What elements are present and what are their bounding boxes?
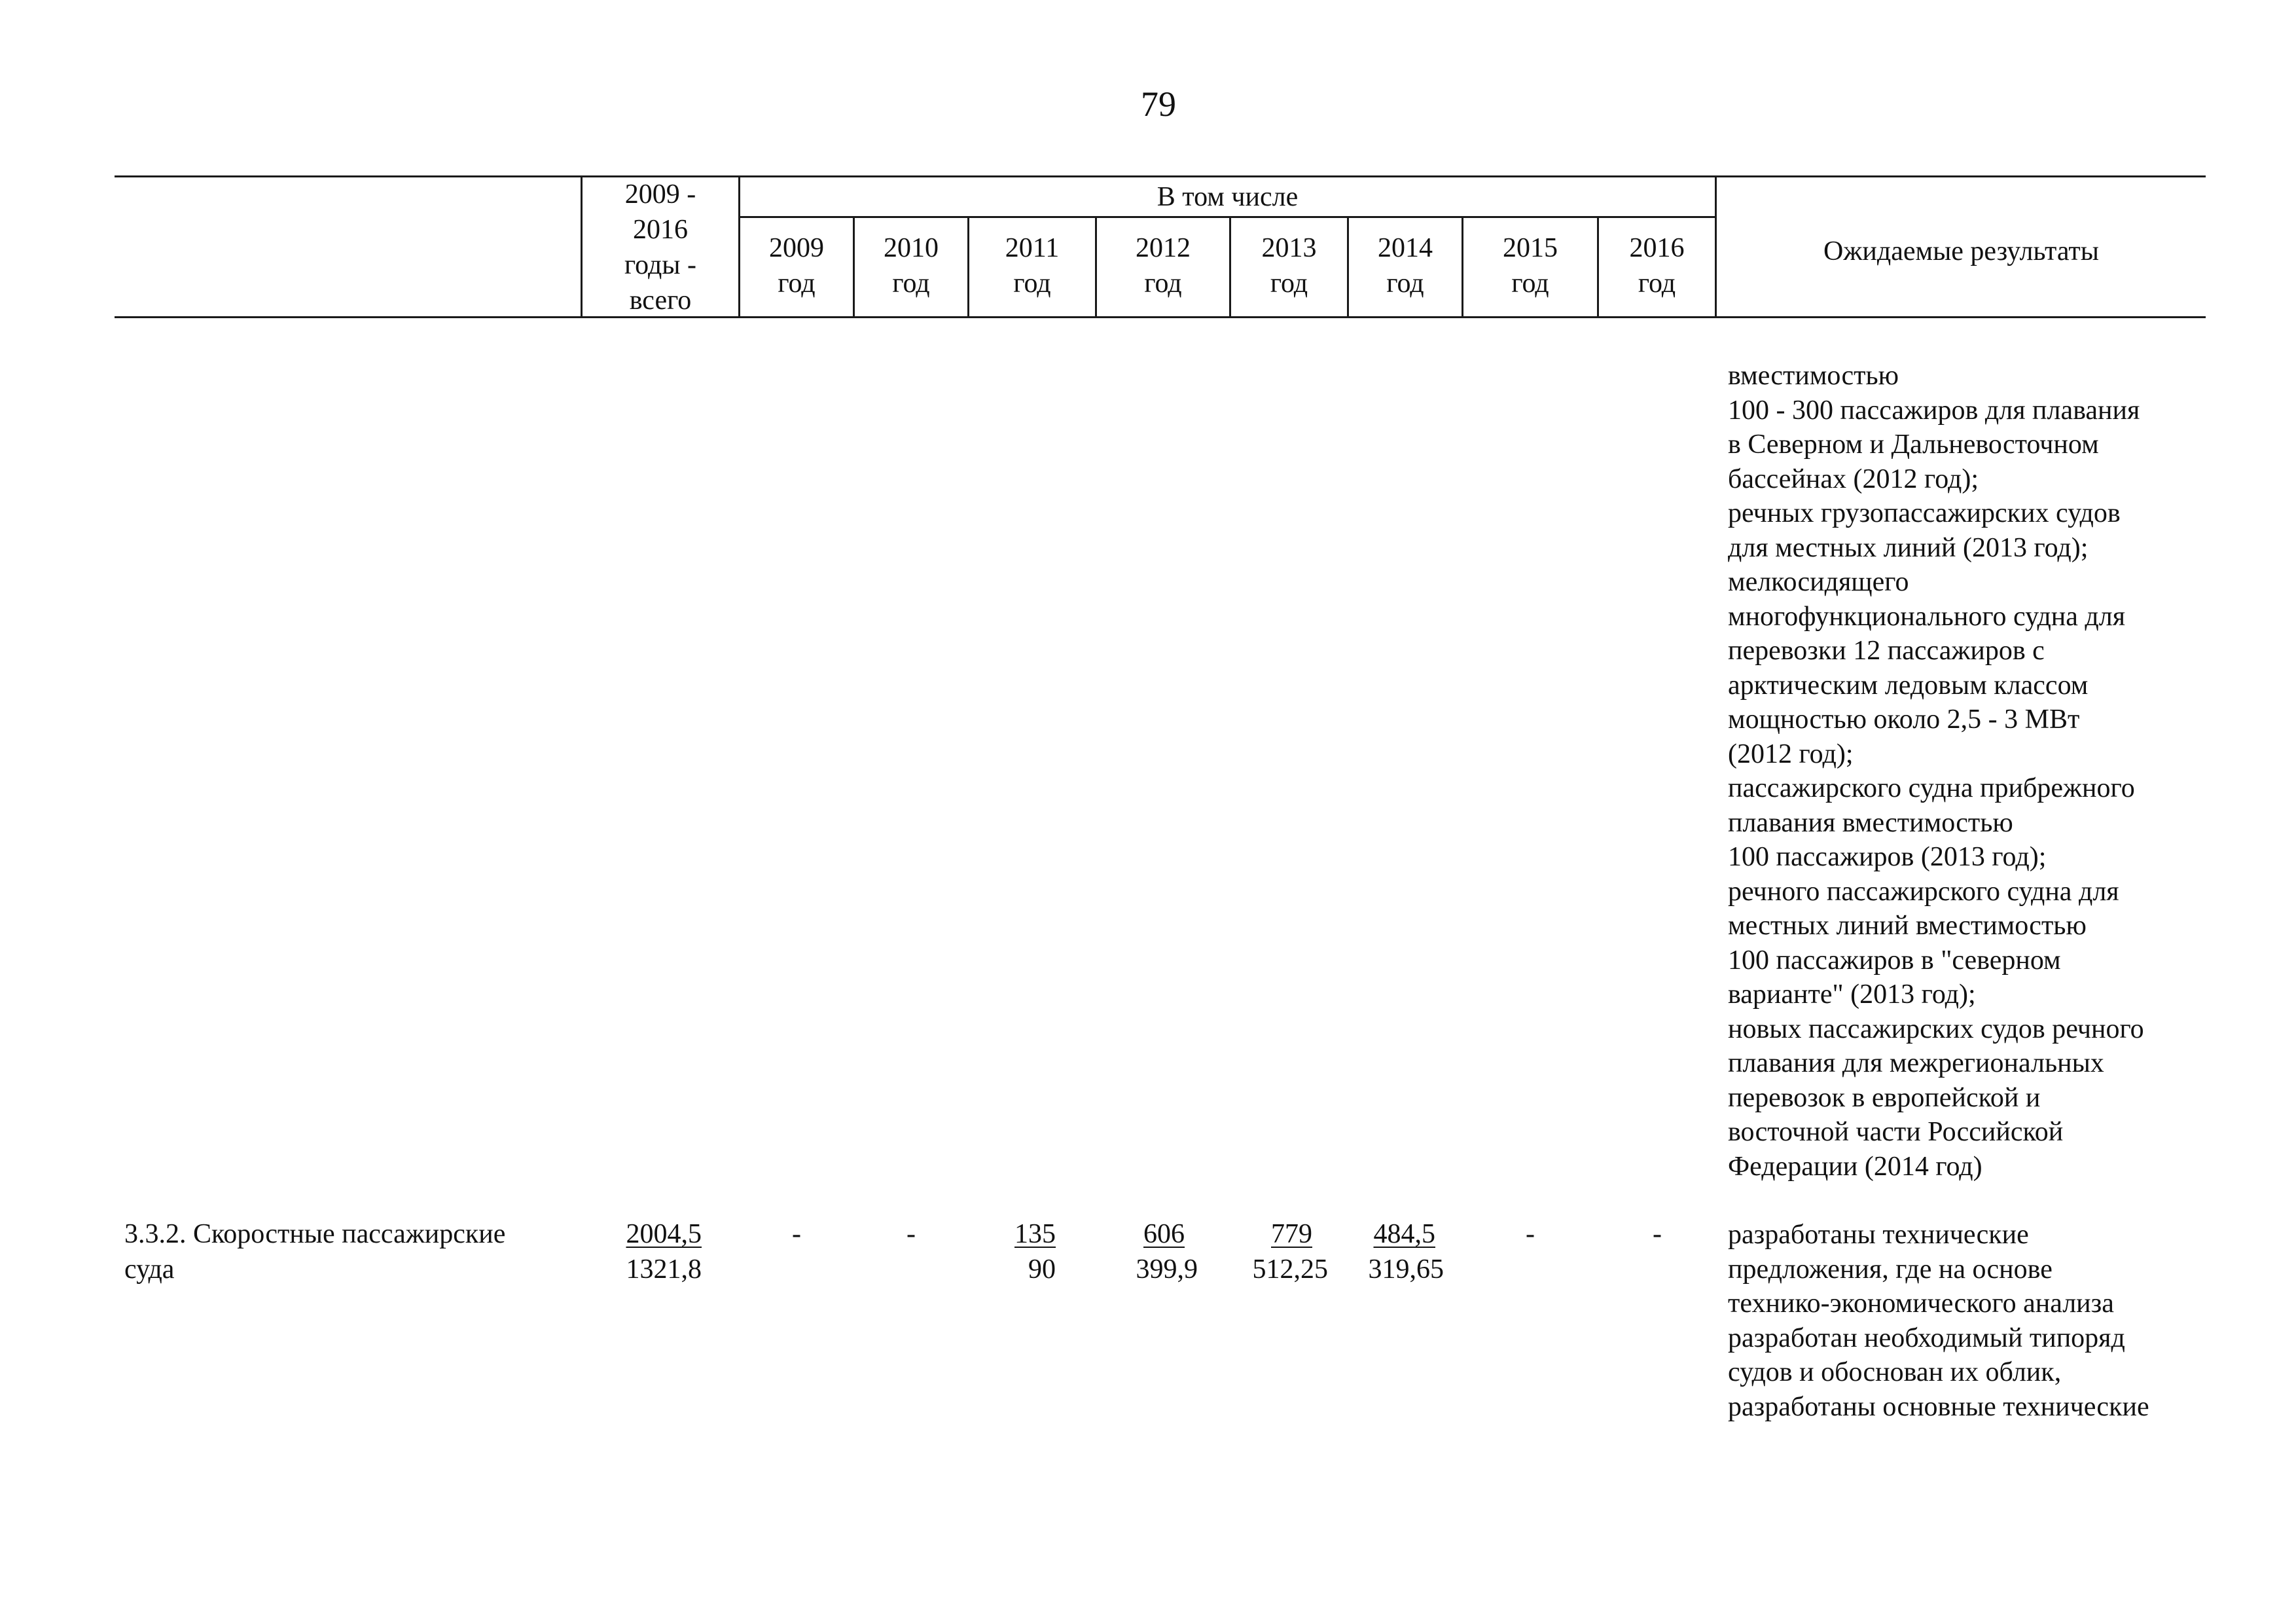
value-2015: - bbox=[1526, 1219, 1535, 1249]
value-2010: - bbox=[906, 1219, 916, 1249]
header-year-unit: год bbox=[1386, 268, 1424, 299]
header-year-unit: год bbox=[1013, 268, 1051, 299]
result-line: судов и обоснован их облик, bbox=[1728, 1357, 2062, 1387]
header-year-unit: год bbox=[778, 268, 816, 299]
header-year-2012 bbox=[1097, 230, 1229, 301]
header-total-line: 2016 bbox=[633, 215, 688, 245]
result-line: технико-экономического анализа bbox=[1728, 1288, 2114, 1319]
value-2011-top: 135 bbox=[1014, 1219, 1056, 1249]
result-line: многофункционального судна для bbox=[1728, 601, 2126, 632]
value-2014-bottom: 319,65 bbox=[1368, 1254, 1444, 1285]
total-bottom-value: 1321,8 bbox=[626, 1254, 702, 1285]
value-2011-bottom: 90 bbox=[1028, 1254, 1056, 1285]
header-year-2016 bbox=[1599, 230, 1715, 301]
value-2016: - bbox=[1653, 1219, 1662, 1249]
continued-results bbox=[1728, 359, 2278, 1184]
result-line: перевозок в европейской и bbox=[1728, 1082, 2041, 1113]
row-results bbox=[1728, 1218, 2284, 1424]
header-year-unit: год bbox=[1144, 268, 1182, 299]
value-2014-top: 484,5 bbox=[1373, 1219, 1435, 1249]
value-2012-bottom: 399,9 bbox=[1136, 1254, 1198, 1285]
result-line: (2012 год); bbox=[1728, 739, 1854, 769]
value-2013-bottom: 512,25 bbox=[1252, 1254, 1328, 1285]
header-year: 2011 bbox=[1005, 233, 1060, 263]
table-top-rule bbox=[115, 175, 2206, 177]
result-line: вместимостью bbox=[1728, 361, 1899, 391]
header-year: 2015 bbox=[1503, 233, 1558, 263]
result-line: речных грузопассажирских судов bbox=[1728, 498, 2121, 528]
header-year: 2012 bbox=[1136, 233, 1191, 263]
header-year: 2013 bbox=[1261, 233, 1317, 263]
header-year-2015 bbox=[1463, 230, 1597, 301]
header-year-2010 bbox=[855, 230, 967, 301]
header-incl-title: В том числе bbox=[1157, 182, 1299, 212]
result-line: предложения, где на основе bbox=[1728, 1254, 2053, 1285]
result-line: новых пассажирских судов речного bbox=[1728, 1013, 2144, 1044]
header-year-unit: год bbox=[1638, 268, 1676, 299]
result-line: варианте" (2013 год); bbox=[1728, 979, 1976, 1010]
result-line: плавания вместимостью bbox=[1728, 807, 2013, 838]
header-year-unit: год bbox=[1511, 268, 1549, 299]
value-2013-top: 779 bbox=[1271, 1219, 1312, 1249]
result-line: мощностью около 2,5 - 3 МВт bbox=[1728, 704, 2080, 735]
header-year: 2010 bbox=[884, 233, 939, 263]
header-year-2013 bbox=[1231, 230, 1347, 301]
header-year: 2014 bbox=[1378, 233, 1433, 263]
result-line: 100 пассажиров в "северном bbox=[1728, 945, 2061, 976]
header-year: 2016 bbox=[1629, 233, 1685, 263]
result-line: мелкосидящего bbox=[1728, 567, 1909, 597]
header-total-column bbox=[583, 177, 738, 318]
result-line: перевозки 12 пассажиров с bbox=[1728, 636, 2045, 666]
result-line: речного пассажирского судна для bbox=[1728, 876, 2119, 907]
header-year: 2009 bbox=[769, 233, 824, 263]
result-line: бассейнах (2012 год); bbox=[1728, 464, 1979, 494]
result-line: плавания для межрегиональных bbox=[1728, 1048, 2104, 1078]
header-year-2009 bbox=[740, 230, 853, 301]
result-line: арктическим ледовым классом bbox=[1728, 670, 2089, 701]
result-line: пассажирского судна прибрежного bbox=[1728, 773, 2135, 803]
header-total-line: всего bbox=[629, 285, 692, 316]
row-label-line: 3.3.2. Скоростные пассажирские bbox=[124, 1219, 506, 1249]
header-year-unit: год bbox=[892, 268, 930, 299]
header-total-line: годы - bbox=[624, 250, 697, 280]
page-number: 79 bbox=[1141, 84, 1176, 124]
row-label-line: суда bbox=[124, 1254, 175, 1285]
result-line: местных линий вместимостью bbox=[1728, 911, 2087, 941]
result-line: восточной части Российской bbox=[1728, 1117, 2064, 1147]
result-line: 100 - 300 пассажиров для плавания bbox=[1728, 395, 2140, 426]
value-2009: - bbox=[792, 1219, 801, 1249]
header-results-title: Ожидаемые результаты bbox=[1823, 236, 2099, 266]
table-header-bottom-rule bbox=[115, 316, 2206, 318]
total-top-value: 2004,5 bbox=[626, 1219, 702, 1249]
header-total-line: 2009 - bbox=[624, 179, 696, 210]
result-line: разработаны основные технические bbox=[1728, 1391, 2149, 1422]
result-line: 100 пассажиров (2013 год); bbox=[1728, 842, 2047, 872]
result-line: разработан необходимый типоряд bbox=[1728, 1322, 2125, 1353]
header-year-unit: год bbox=[1270, 268, 1308, 299]
value-2012-top: 606 bbox=[1143, 1219, 1185, 1249]
result-line: для местных линий (2013 год); bbox=[1728, 532, 2089, 563]
row-label bbox=[124, 1216, 596, 1287]
result-line: разработаны технические bbox=[1728, 1220, 2029, 1250]
header-year-2014 bbox=[1349, 230, 1462, 301]
result-line: в Северном и Дальневосточном bbox=[1728, 429, 2099, 460]
header-year-2011 bbox=[969, 230, 1095, 301]
incl-title-rule bbox=[738, 216, 1715, 218]
result-line: Федерации (2014 год) bbox=[1728, 1151, 1982, 1182]
